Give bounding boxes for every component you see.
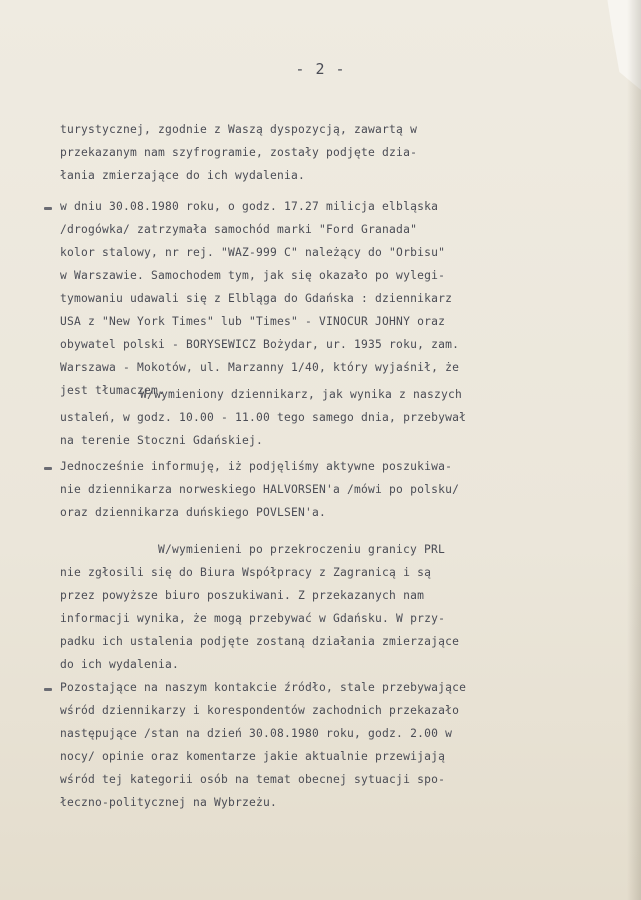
paragraph-journalist-location: W/wymieniony dziennikarz, jak wynika z naszych ustaleń, w godz. 10.00 - 11.00 tego samego dnia, przebywał na terenie Stoczni Gdańskiej. xyxy=(60,388,467,447)
margin-mark xyxy=(44,467,52,470)
margin-mark xyxy=(44,207,52,210)
page-number: - 2 - xyxy=(295,60,346,78)
paragraph-vinocur-stop: w dniu 30.08.1980 roku, o godz. 17.27 milicja elbląska /drogówka/ zatrzymała samochód marki "Ford Granada" kolor stalowy, nr rej. "WAZ-999 C" należący do "Orbisu" w Warszawie. Samochodem tym, jak się okazało po wylegi- tymowaniu udawali się z Elbląga do Gdańska : dziennikarz USA z "New York Times" lub "Times" - VINOCUR JOHNY oraz obywatel polski - BORYSEWICZ Bożydar, ur. 1935 roku, zam. Warszawa - Mokotów, ul. Marzanny 1/40, który wyjaśnił, że jest tłumaczem. xyxy=(60,200,460,397)
paragraph-intro-continuation: turystycznej, zgodnie z Waszą dyspozycją, zawartą w przekazanym nam szyfrogramie, zostały podjęte dzia- łania zmierzające do ich wydalenia. xyxy=(60,123,418,182)
page-edge-shadow xyxy=(627,0,641,900)
paragraph-source-report: Pozostające na naszym kontakcie źródło, stale przebywające wśród dziennikarzy i korespondentów zachodnich przekazało następujące /stan na dzień 30.08.1980 roku, godz. 2.00 w nocy/ opinie oraz komentarze jakie aktualnie przewijają wśród tej kategorii osób na temat obecnej sytuacji spo- łeczno-politycznej na Wybrzeżu. xyxy=(60,681,467,809)
paragraph-border-crossing: W/wymienieni po przekroczeniu granicy PRL nie zgłosili się do Biura Współpracy z Zagranicą i są przez powyższe biuro poszukiwani. Z przekazanych nam informacji wynika, że mogą przebywać w Gdańsku. W przy- padku ich ustalenia podjęte zostaną działania zmierzające do ich wydalenia. xyxy=(60,543,460,671)
margin-mark xyxy=(44,688,52,691)
paragraph-search-journalists: Jednocześnie informuję, iż podjęliśmy aktywne poszukiwa- nie dziennikarza norweskiego HALVORSEN'a /mówi po polsku/ oraz dziennikarza duńskiego POVLSEN'a. xyxy=(60,460,460,519)
